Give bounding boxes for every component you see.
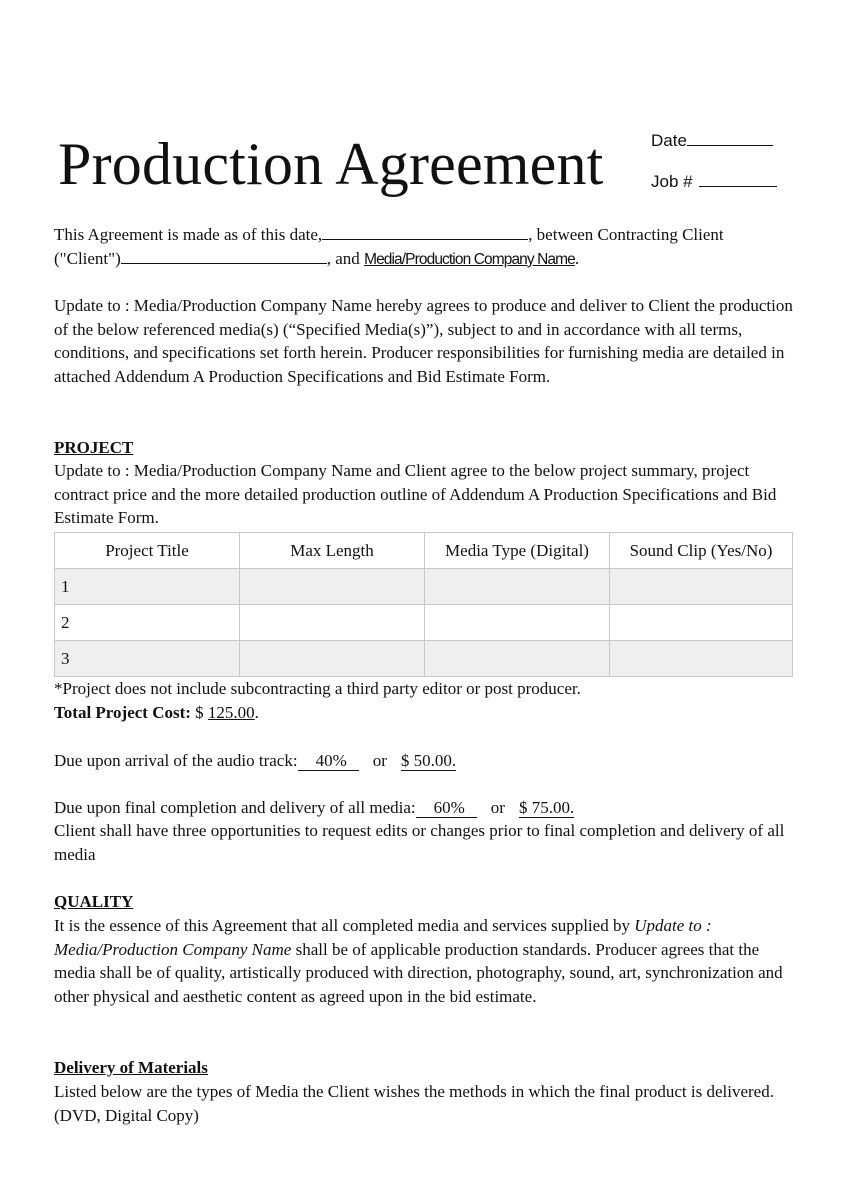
arrival-amount: $ 50.00. — [400, 751, 457, 770]
table-cell[interactable] — [610, 605, 793, 641]
intro-paragraph — [54, 223, 794, 271]
delivery-heading: Delivery of Materials — [54, 1058, 208, 1077]
producer-paragraph: Update to : Media/Production Company Name hereby agrees to produce and deliver to Client the production of the below referenced media(s) (“Specified Media(s)”), subject to and in accordance with all terms, conditions, and specifications set forth herein. Producer responsibilities for furnishing media are detailed in attached Addendum A Production Specifications and Bid Estimate Form. — [54, 296, 793, 386]
col-media-type: Media Type (Digital) — [425, 533, 610, 569]
page-title: Production Agreement — [58, 131, 604, 197]
client-name-blank[interactable] — [121, 249, 327, 264]
table-cell[interactable] — [240, 605, 425, 641]
intro-text-1: This Agreement is made as of this date, — [54, 225, 323, 244]
final-amount: $ 75.00. — [518, 798, 575, 817]
table-row — [55, 569, 793, 605]
or-label: or — [372, 751, 387, 770]
table-cell[interactable] — [425, 641, 610, 677]
table-cell[interactable] — [425, 605, 610, 641]
job-number-blank[interactable] — [699, 171, 777, 187]
arrival-payment-line — [54, 749, 794, 773]
table-row — [55, 605, 793, 641]
quality-paragraph — [54, 914, 794, 1008]
edits-paragraph: Client shall have three opportunities to request edits or changes prior to final completion and delivery of all media — [54, 821, 785, 864]
table-cell[interactable] — [610, 641, 793, 677]
total-cost-label: Total Project Cost: — [54, 703, 191, 722]
arrival-percent: 40% — [298, 752, 359, 771]
intro-text-4: , and — [326, 248, 365, 268]
project-table — [54, 532, 793, 677]
table-header-row — [55, 533, 793, 569]
table-cell[interactable]: 1 — [55, 569, 240, 605]
quality-text-b: shall be of applicable production standards. Producer agrees that the media shall be of quality, artistically produced with direction, photography, sound, art, synchronization and other physical and aesthetic content as agreed upon in the bid estimate. — [54, 939, 783, 1006]
col-project-title: Project Title — [55, 533, 240, 569]
col-max-length: Max Length — [240, 533, 425, 569]
total-cost-value: 125.00 — [207, 703, 255, 722]
or-label: or — [490, 798, 505, 817]
company-name: Media/Production Company Name — [364, 250, 575, 268]
table-cell[interactable] — [610, 569, 793, 605]
job-label: Job # — [651, 172, 693, 191]
total-cost-currency: $ — [190, 703, 208, 722]
final-payment-label: Due upon final completion and delivery of all media: — [54, 798, 416, 817]
table-cell[interactable]: 2 — [55, 605, 240, 641]
table-cell[interactable] — [240, 569, 425, 605]
project-heading: PROJECT — [54, 438, 134, 457]
date-label: Date — [651, 131, 687, 150]
delivery-paragraph: Listed below are the types of Media the Client wishes the methods in which the final product is delivered. (DVD, Digital Copy) — [54, 1082, 774, 1125]
final-percent: 60% — [416, 799, 477, 818]
date-field — [651, 130, 773, 151]
job-number-field — [651, 171, 777, 192]
total-cost-line — [54, 701, 794, 725]
table-cell[interactable]: 3 — [55, 641, 240, 677]
final-payment-line — [54, 796, 794, 820]
quality-company-name: Update to : Media/Production Company Name — [54, 916, 712, 959]
intro-text-3: ("Client") — [54, 248, 121, 268]
intro-text-2: , between Contracting Client — [528, 225, 724, 244]
project-note: *Project does not include subcontracting a third party editor or post producer. — [54, 679, 581, 698]
quality-heading: QUALITY — [54, 892, 134, 911]
arrival-payment-label: Due upon arrival of the audio track: — [54, 751, 298, 770]
total-cost-end: . — [254, 703, 259, 722]
date-blank[interactable] — [687, 130, 773, 146]
col-sound-clip: Sound Clip (Yes/No) — [610, 533, 793, 569]
table-cell[interactable] — [240, 641, 425, 677]
table-cell[interactable] — [425, 569, 610, 605]
quality-text-a: It is the essence of this Agreement that all completed media and services supplied by — [54, 916, 635, 935]
agreement-date-blank[interactable] — [322, 225, 528, 240]
intro-text-5: . — [574, 248, 580, 268]
project-paragraph: Update to : Media/Production Company Name and Client agree to the below project summary, project contract price and the more detailed production outline of Addendum A Production Specifications and Bid Estimate Form. — [54, 461, 777, 528]
table-row — [55, 641, 793, 677]
